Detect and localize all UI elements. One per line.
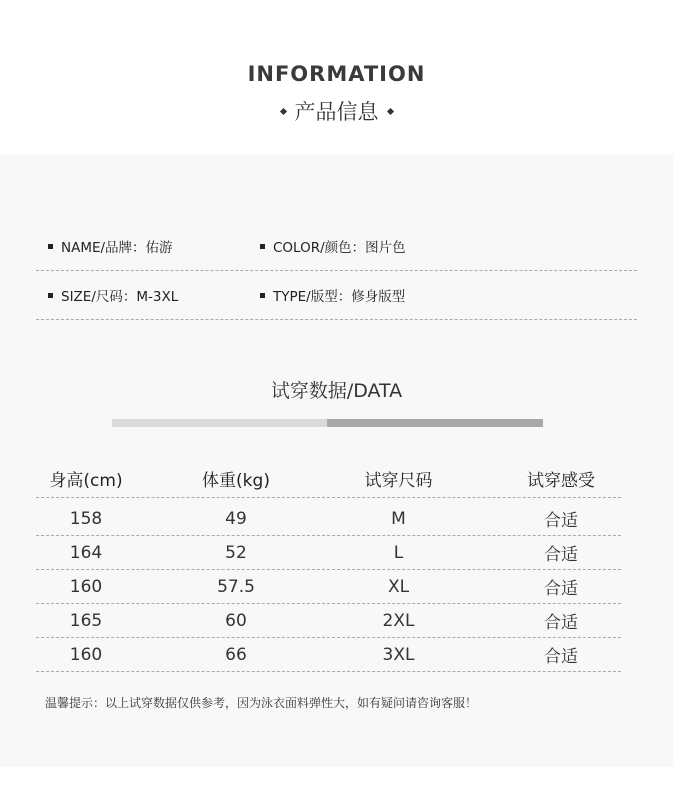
- title-underline-light: [112, 419, 327, 427]
- info-item-size: [48, 271, 178, 319]
- table-header-row: [36, 460, 621, 498]
- table-row: [36, 604, 621, 638]
- cell-weight: 66: [225, 644, 247, 665]
- trial-data-title: 试穿数据/DATA: [270, 380, 403, 402]
- title-english: INFORMATION: [247, 62, 426, 86]
- info-type-text: TYPE/版型：修身版型: [273, 289, 406, 305]
- header-height: 身高(cm): [49, 471, 123, 491]
- cell-weight: 57.5: [217, 576, 255, 597]
- info-item-type: [260, 271, 405, 319]
- title-chinese: 产品信息: [294, 100, 379, 124]
- title-chinese-wrapper: [0, 96, 673, 126]
- cell-size: 2XL: [382, 610, 415, 631]
- table-row: [36, 502, 621, 536]
- cell-weight: 60: [225, 610, 247, 631]
- header-size: 试穿尺码: [364, 471, 433, 491]
- cell-height: 165: [69, 610, 103, 631]
- info-size-text: SIZE/尺码：M-3XL: [61, 289, 179, 305]
- table-row: [36, 570, 621, 604]
- cell-height: 160: [69, 644, 103, 665]
- tip-note: 温馨提示：以上试穿数据仅供参考，因为泳衣面料弹性大，如有疑问请咨询客服！: [45, 696, 478, 710]
- diamond-dot-icon: [279, 107, 286, 114]
- cell-feeling: 合适: [544, 511, 578, 531]
- cell-size: XL: [387, 576, 410, 597]
- cell-feeling: 合适: [544, 613, 578, 633]
- cell-size: M: [391, 508, 406, 529]
- info-name-text: NAME/品牌：佑游: [61, 240, 173, 256]
- cell-feeling: 合适: [544, 579, 578, 599]
- table-row: [36, 536, 621, 570]
- cell-height: 160: [69, 576, 103, 597]
- info-color-text: COLOR/颜色：图片色: [273, 240, 406, 256]
- info-row: [36, 271, 637, 320]
- square-bullet-icon: [48, 244, 53, 249]
- info-item-color: [260, 222, 406, 270]
- cell-height: 164: [69, 542, 103, 563]
- diamond-dot-icon: [386, 107, 393, 114]
- square-bullet-icon: [48, 293, 53, 298]
- cell-feeling: 合适: [544, 647, 578, 667]
- title-underline-dark: [327, 419, 543, 427]
- info-row: [36, 222, 637, 271]
- cell-size: 3XL: [382, 644, 415, 665]
- square-bullet-icon: [260, 293, 265, 298]
- header-feeling: 试穿感受: [527, 471, 595, 491]
- table-row: [36, 638, 621, 672]
- cell-weight: 52: [225, 542, 247, 563]
- bottom-strip: [0, 767, 673, 800]
- cell-weight: 49: [225, 508, 247, 529]
- cell-height: 158: [69, 508, 103, 529]
- cell-feeling: 合适: [544, 545, 578, 565]
- header-weight: 体重(kg): [202, 471, 270, 491]
- header-section: [0, 0, 673, 155]
- info-item-name: [48, 222, 173, 270]
- square-bullet-icon: [260, 244, 265, 249]
- cell-size: L: [393, 542, 404, 563]
